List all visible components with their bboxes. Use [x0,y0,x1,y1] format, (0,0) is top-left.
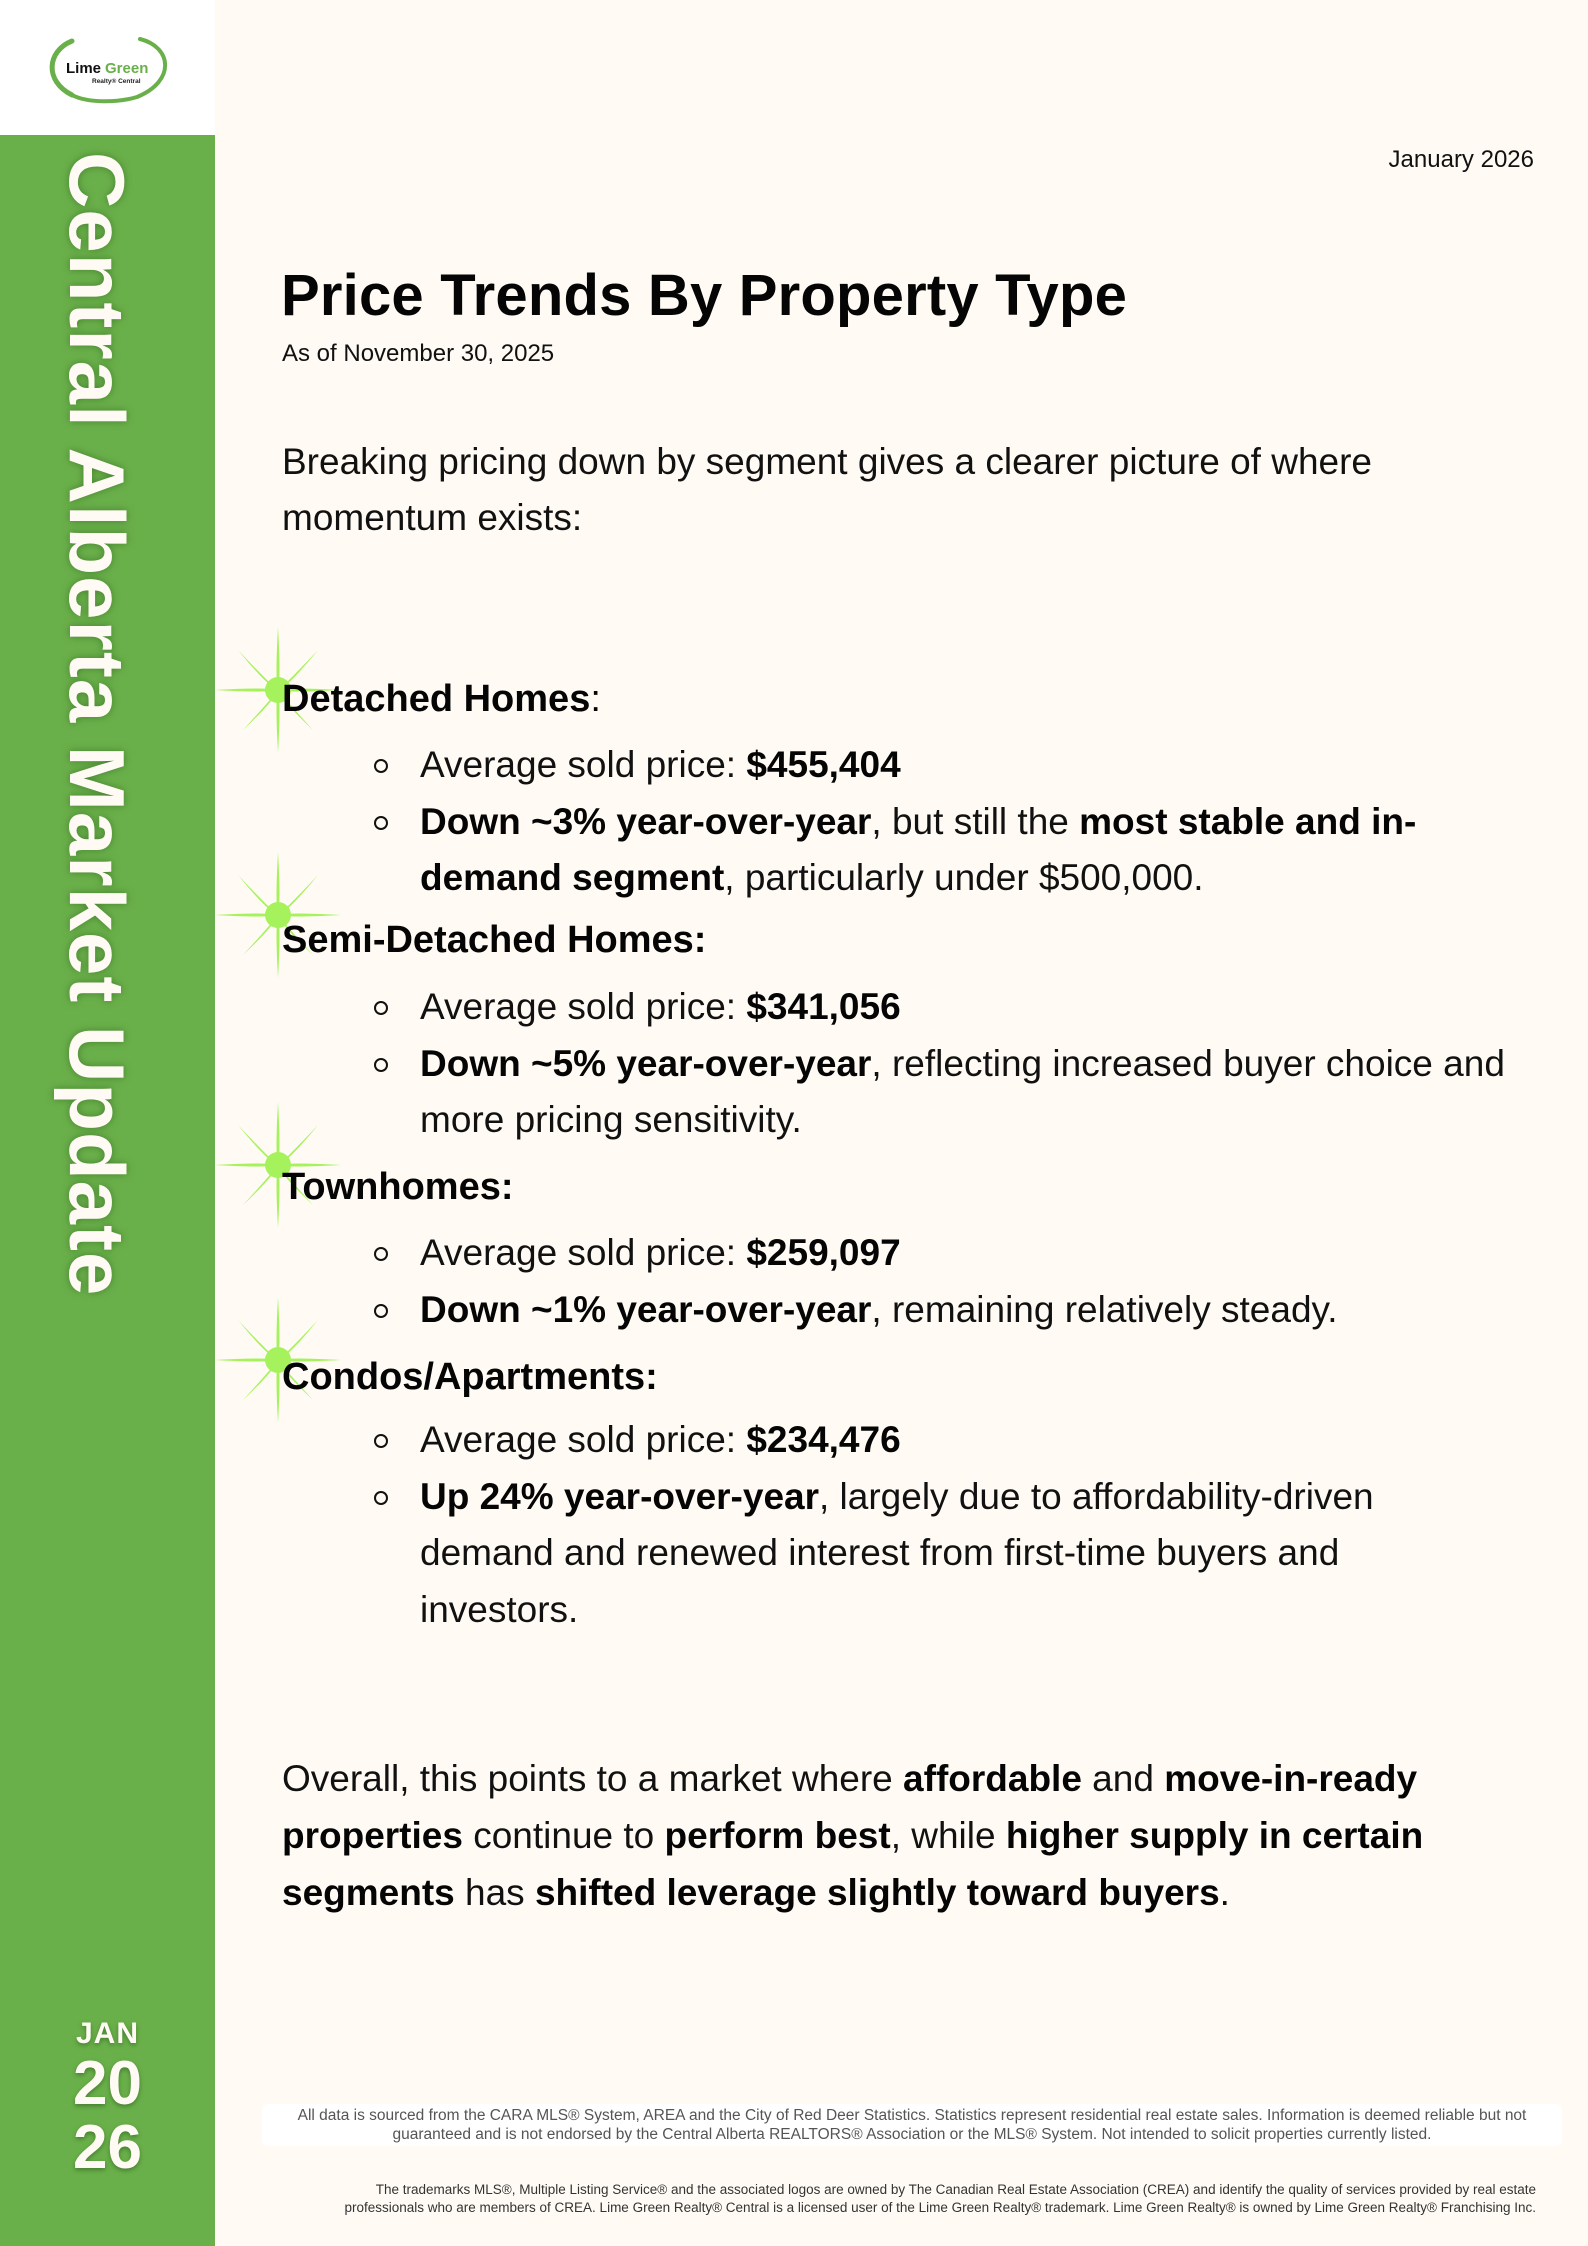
list-item [372,979,1552,1036]
summary-highlight: affordable [903,1758,1082,1799]
circle-bullet-icon [374,816,388,830]
trend-highlight: Up 24% year-over-year [420,1475,819,1517]
summary-paragraph [282,1750,1557,1921]
list-item [372,1412,1472,1469]
logo-text-green: Green [105,60,149,77]
trend-highlight: Down ~3% year-over-year [420,800,872,842]
trend-text: , remaining relatively steady. [871,1288,1338,1330]
summary-text: has [454,1872,535,1913]
issue-date: January 2026 [1388,146,1534,173]
list-item [372,794,1552,907]
date-month: JAN [75,2017,139,2050]
summary-text: continue to [462,1815,665,1856]
summary-highlight: perform best [664,1815,891,1856]
heading-colon: : [590,678,601,720]
list-item [372,737,1552,794]
price-label: Average sold price: [420,1232,747,1273]
list-item [372,1282,1552,1339]
circle-bullet-icon [374,1491,388,1505]
trademark-disclaimer [270,2181,1536,2217]
price-value: $259,097 [746,1232,901,1273]
sparkle-icon [213,1100,343,1230]
trend-text: , but still the [871,800,1080,842]
price-label: Average sold price: [420,744,747,785]
page-subtitle: As of November 30, 2025 [282,340,555,367]
trend-text: , largely due to affordability-driven demand and renewed interest from first-time buyers and investors. [420,1475,1374,1630]
trend-text-2: , particularly under $500,000. [724,857,1204,898]
intro-paragraph: Breaking pricing down by segment gives a clearer picture of where momentum exists: [282,441,1373,538]
summary-text: . [1219,1872,1230,1913]
trend-highlight-2: most stable and in-demand segment [420,800,1417,898]
vertical-title: Central Alberta Market Update [53,152,141,1297]
summary-highlight: higher supply in certain segments [282,1815,1424,1913]
price-value: $341,056 [746,986,901,1027]
heading-text: Detached Homes [282,678,591,720]
trend-highlight: Down ~5% year-over-year [420,1042,872,1084]
trademark-line-1: The trademarks MLS®, Multiple Listing Service® and the associated logos are owned by The Canadian Real Estate Association (CREA) and identify the quality of services provided by real estate [375,2182,1536,2197]
date-year-top: 20 [73,2049,142,2118]
circle-bullet-icon [374,1058,388,1072]
page-title: Price Trends By Property Type [281,263,1128,328]
price-label: Average sold price: [420,1419,747,1460]
trend-text: , reflecting increased buyer choice and more pricing sensitivity. [420,1042,1505,1140]
circle-bullet-icon [374,759,388,773]
summary-text: Overall, this points to a market where [282,1758,904,1799]
list-item [372,1036,1552,1149]
townhomes-bullets [372,1225,1552,1338]
price-value: $234,476 [746,1419,901,1460]
price-value: $455,404 [746,744,901,785]
section-heading-semi-detached: Semi-Detached Homes: [282,919,707,961]
semi-detached-bullets [372,979,1552,1149]
data-source-disclaimer: All data is sourced from the CARA MLS® System, AREA and the City of Red Deer Statistics. Statistics represent residential real estate sales. Information is deemed reliable but not guaranteed and is not endorsed by the Central Alberta REALTORS® Association or the MLS® System. Not intended to solicit properties currently listed. [262,2104,1562,2146]
date-year-bottom: 26 [73,2113,142,2182]
logo-text-lime: Lime [66,60,102,77]
condos-bullets [372,1412,1472,1638]
summary-text: and [1081,1758,1165,1799]
section-heading-townhomes: Townhomes: [282,1166,514,1208]
list-item [372,1225,1552,1282]
list-item [372,1469,1472,1639]
circle-bullet-icon [374,1001,388,1015]
lime-green-logo-icon [42,33,177,105]
circle-bullet-icon [374,1304,388,1318]
logo [0,0,215,135]
price-label: Average sold price: [420,986,747,1027]
summary-highlight: move-in-ready properties [282,1758,1418,1856]
trend-highlight: Down ~1% year-over-year [420,1288,872,1330]
sidebar-date [0,2016,215,2180]
logo-text-realty: Realty® Central [92,78,141,85]
section-heading-condos: Condos/Apartments: [282,1356,658,1398]
circle-bullet-icon [374,1247,388,1261]
circle-bullet-icon [374,1434,388,1448]
detached-bullets [372,737,1552,907]
summary-highlight: shifted leverage slightly toward buyers [534,1872,1220,1913]
section-heading-detached [282,678,601,721]
summary-text: , while [890,1815,1006,1856]
trademark-line-2: professionals who are members of CREA. Lime Green Realty® Central is a licensed user of the Lime Green Realty® trademark. Lime Green Realty® is owned by Lime Green Realty® Franchising Inc. [344,2200,1536,2215]
